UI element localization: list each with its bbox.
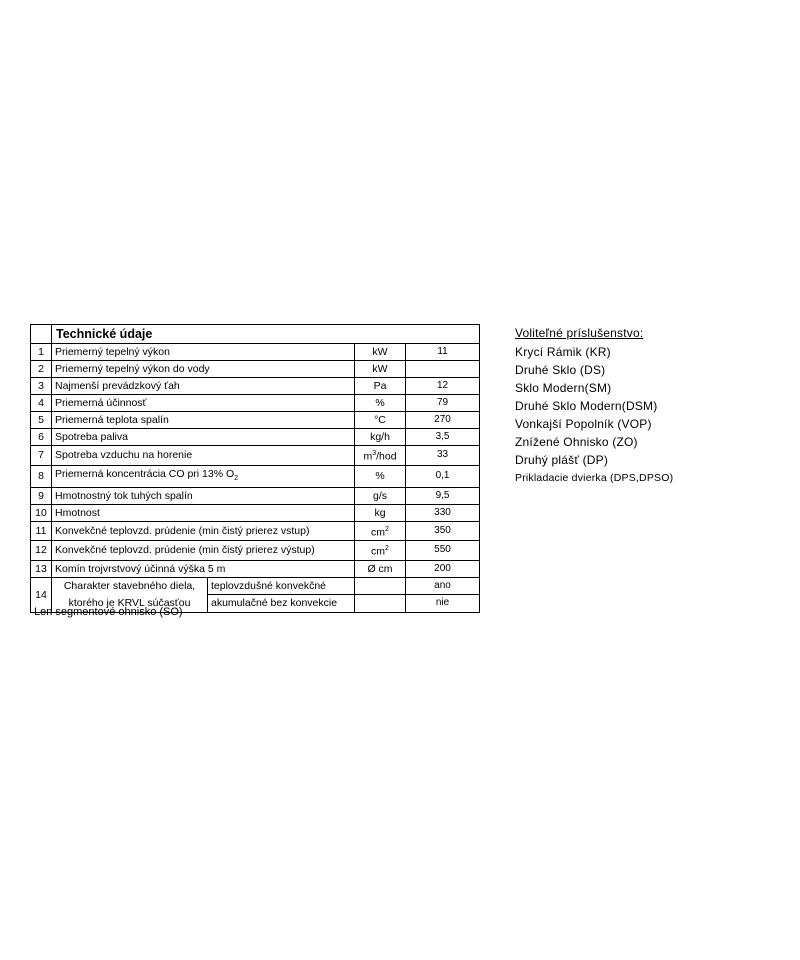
row-number: 4 xyxy=(31,395,52,412)
table-row xyxy=(31,504,480,521)
row-label: Priemerný tepelný výkon do vody xyxy=(52,361,355,378)
table-row-14a xyxy=(31,577,480,595)
row-unit xyxy=(355,446,406,466)
footnote: Len segmentové ohnisko (SO) xyxy=(34,606,183,618)
accessory-item: Druhé Sklo Modern(DSM) xyxy=(515,399,658,413)
row-unit: kW xyxy=(355,344,406,361)
row-unit-superscript: 2 xyxy=(385,525,389,533)
technical-data-table xyxy=(30,324,480,613)
row-unit: % xyxy=(355,395,406,412)
character-label-line1: Charakter stavebného diela, xyxy=(63,579,196,592)
row-label-subscript: 2 xyxy=(234,474,239,482)
row-value: 0,1 xyxy=(406,465,480,487)
table-row xyxy=(31,378,480,395)
character-type: teplovzdušné konvekčné xyxy=(208,577,355,595)
row-unit: kg xyxy=(355,504,406,521)
accessory-item: Vonkajší Popolník (VOP) xyxy=(515,417,652,431)
row-number: 10 xyxy=(31,504,52,521)
table-row xyxy=(31,465,480,487)
accessory-item: Druhé Sklo (DS) xyxy=(515,363,606,377)
character-label-line2: ktorého je KRVL súčasťou xyxy=(68,596,191,609)
row-number: 3 xyxy=(31,378,52,395)
table-title: Technické údaje xyxy=(52,325,480,344)
table-row xyxy=(31,429,480,446)
row-unit: kg/h xyxy=(355,429,406,446)
row-unit: °C xyxy=(355,412,406,429)
row-number: 13 xyxy=(31,560,52,577)
table-row xyxy=(31,446,480,466)
accessories-items xyxy=(515,343,673,487)
table-title-row xyxy=(31,325,480,344)
row-unit-text: m xyxy=(363,450,373,463)
table-body xyxy=(31,344,480,578)
row-label: Komín trojvrstvový účinná výška 5 m xyxy=(52,560,355,577)
row-number: 2 xyxy=(31,361,52,378)
row-unit xyxy=(355,521,406,541)
table-row xyxy=(31,361,480,378)
row-label: Spotreba paliva xyxy=(52,429,355,446)
row-unit: Pa xyxy=(355,378,406,395)
character-unit xyxy=(355,577,406,595)
row-label-text: Priemerná koncentrácia CO pri 13% O xyxy=(55,467,235,480)
accessory-item: Sklo Modern(SM) xyxy=(515,381,612,395)
row-number: 7 xyxy=(31,446,52,466)
row-unit-suffix: /hod xyxy=(376,450,397,463)
row-number: 12 xyxy=(31,541,52,561)
accessories-heading: Voliteľné príslušenstvo: xyxy=(515,326,644,340)
row-unit-superscript: 2 xyxy=(385,545,389,553)
character-value: ano xyxy=(406,577,480,595)
row-label: Konvekčné teplovzd. prúdenie (min čistý prierez vstup) xyxy=(52,521,355,541)
row-value: 12 xyxy=(406,378,480,395)
row-number: 8 xyxy=(31,465,52,487)
row-unit: Ø cm xyxy=(355,560,406,577)
row-label xyxy=(52,465,355,487)
accessory-item: Znížené Ohnisko (ZO) xyxy=(515,435,638,449)
row-value: 330 xyxy=(406,504,480,521)
row-label: Spotreba vzduchu na horenie xyxy=(52,446,355,466)
row-label: Priemerný tepelný výkon xyxy=(52,344,355,361)
row-number: 9 xyxy=(31,487,52,504)
table-row xyxy=(31,412,480,429)
row-value: 550 xyxy=(406,541,480,561)
table-row xyxy=(31,487,480,504)
table-row xyxy=(31,541,480,561)
row-value xyxy=(406,361,480,378)
row-number: 11 xyxy=(31,521,52,541)
row-value: 200 xyxy=(406,560,480,577)
accessory-item: Krycí Rámik (KR) xyxy=(515,345,611,359)
row-number: 5 xyxy=(31,412,52,429)
row-label: Konvekčné teplovzd. prúdenie (min čistý prierez výstup) xyxy=(52,541,355,561)
row-unit xyxy=(355,541,406,561)
row-value: 270 xyxy=(406,412,480,429)
row-value: 350 xyxy=(406,521,480,541)
row-number: 1 xyxy=(31,344,52,361)
row-label: Priemerná teplota spalín xyxy=(52,412,355,429)
table-row xyxy=(31,560,480,577)
row-value: 3,5 xyxy=(406,429,480,446)
row-label: Hmotnostný tok tuhých spalín xyxy=(52,487,355,504)
accessory-item: Prikladacie dvierka (DPS,DPSO) xyxy=(515,472,674,484)
table-row xyxy=(31,395,480,412)
accessories-list xyxy=(515,326,673,487)
row-label: Hmotnost xyxy=(52,504,355,521)
row-unit: kW xyxy=(355,361,406,378)
row-number: 14 xyxy=(31,577,52,612)
table-row xyxy=(31,521,480,541)
character-value: nie xyxy=(406,595,480,613)
character-type: akumulačné bez konvekcie xyxy=(208,595,355,613)
row-value: 11 xyxy=(406,344,480,361)
row-value: 33 xyxy=(406,446,480,466)
row-unit-text: cm xyxy=(371,526,386,539)
row-value: 79 xyxy=(406,395,480,412)
character-unit xyxy=(355,595,406,613)
row-label: Priemerná účinnosť xyxy=(52,395,355,412)
row-label: Najmenší prevádzkový ťah xyxy=(52,378,355,395)
row-number: 6 xyxy=(31,429,52,446)
row-unit: % xyxy=(355,465,406,487)
title-num-cell xyxy=(31,325,52,344)
row-unit: g/s xyxy=(355,487,406,504)
row-value: 9,5 xyxy=(406,487,480,504)
row-unit-superscript: 3 xyxy=(372,450,377,457)
accessory-item: Druhý plášť (DP) xyxy=(515,453,609,467)
row-unit-text: cm xyxy=(371,545,386,558)
table-row xyxy=(31,344,480,361)
